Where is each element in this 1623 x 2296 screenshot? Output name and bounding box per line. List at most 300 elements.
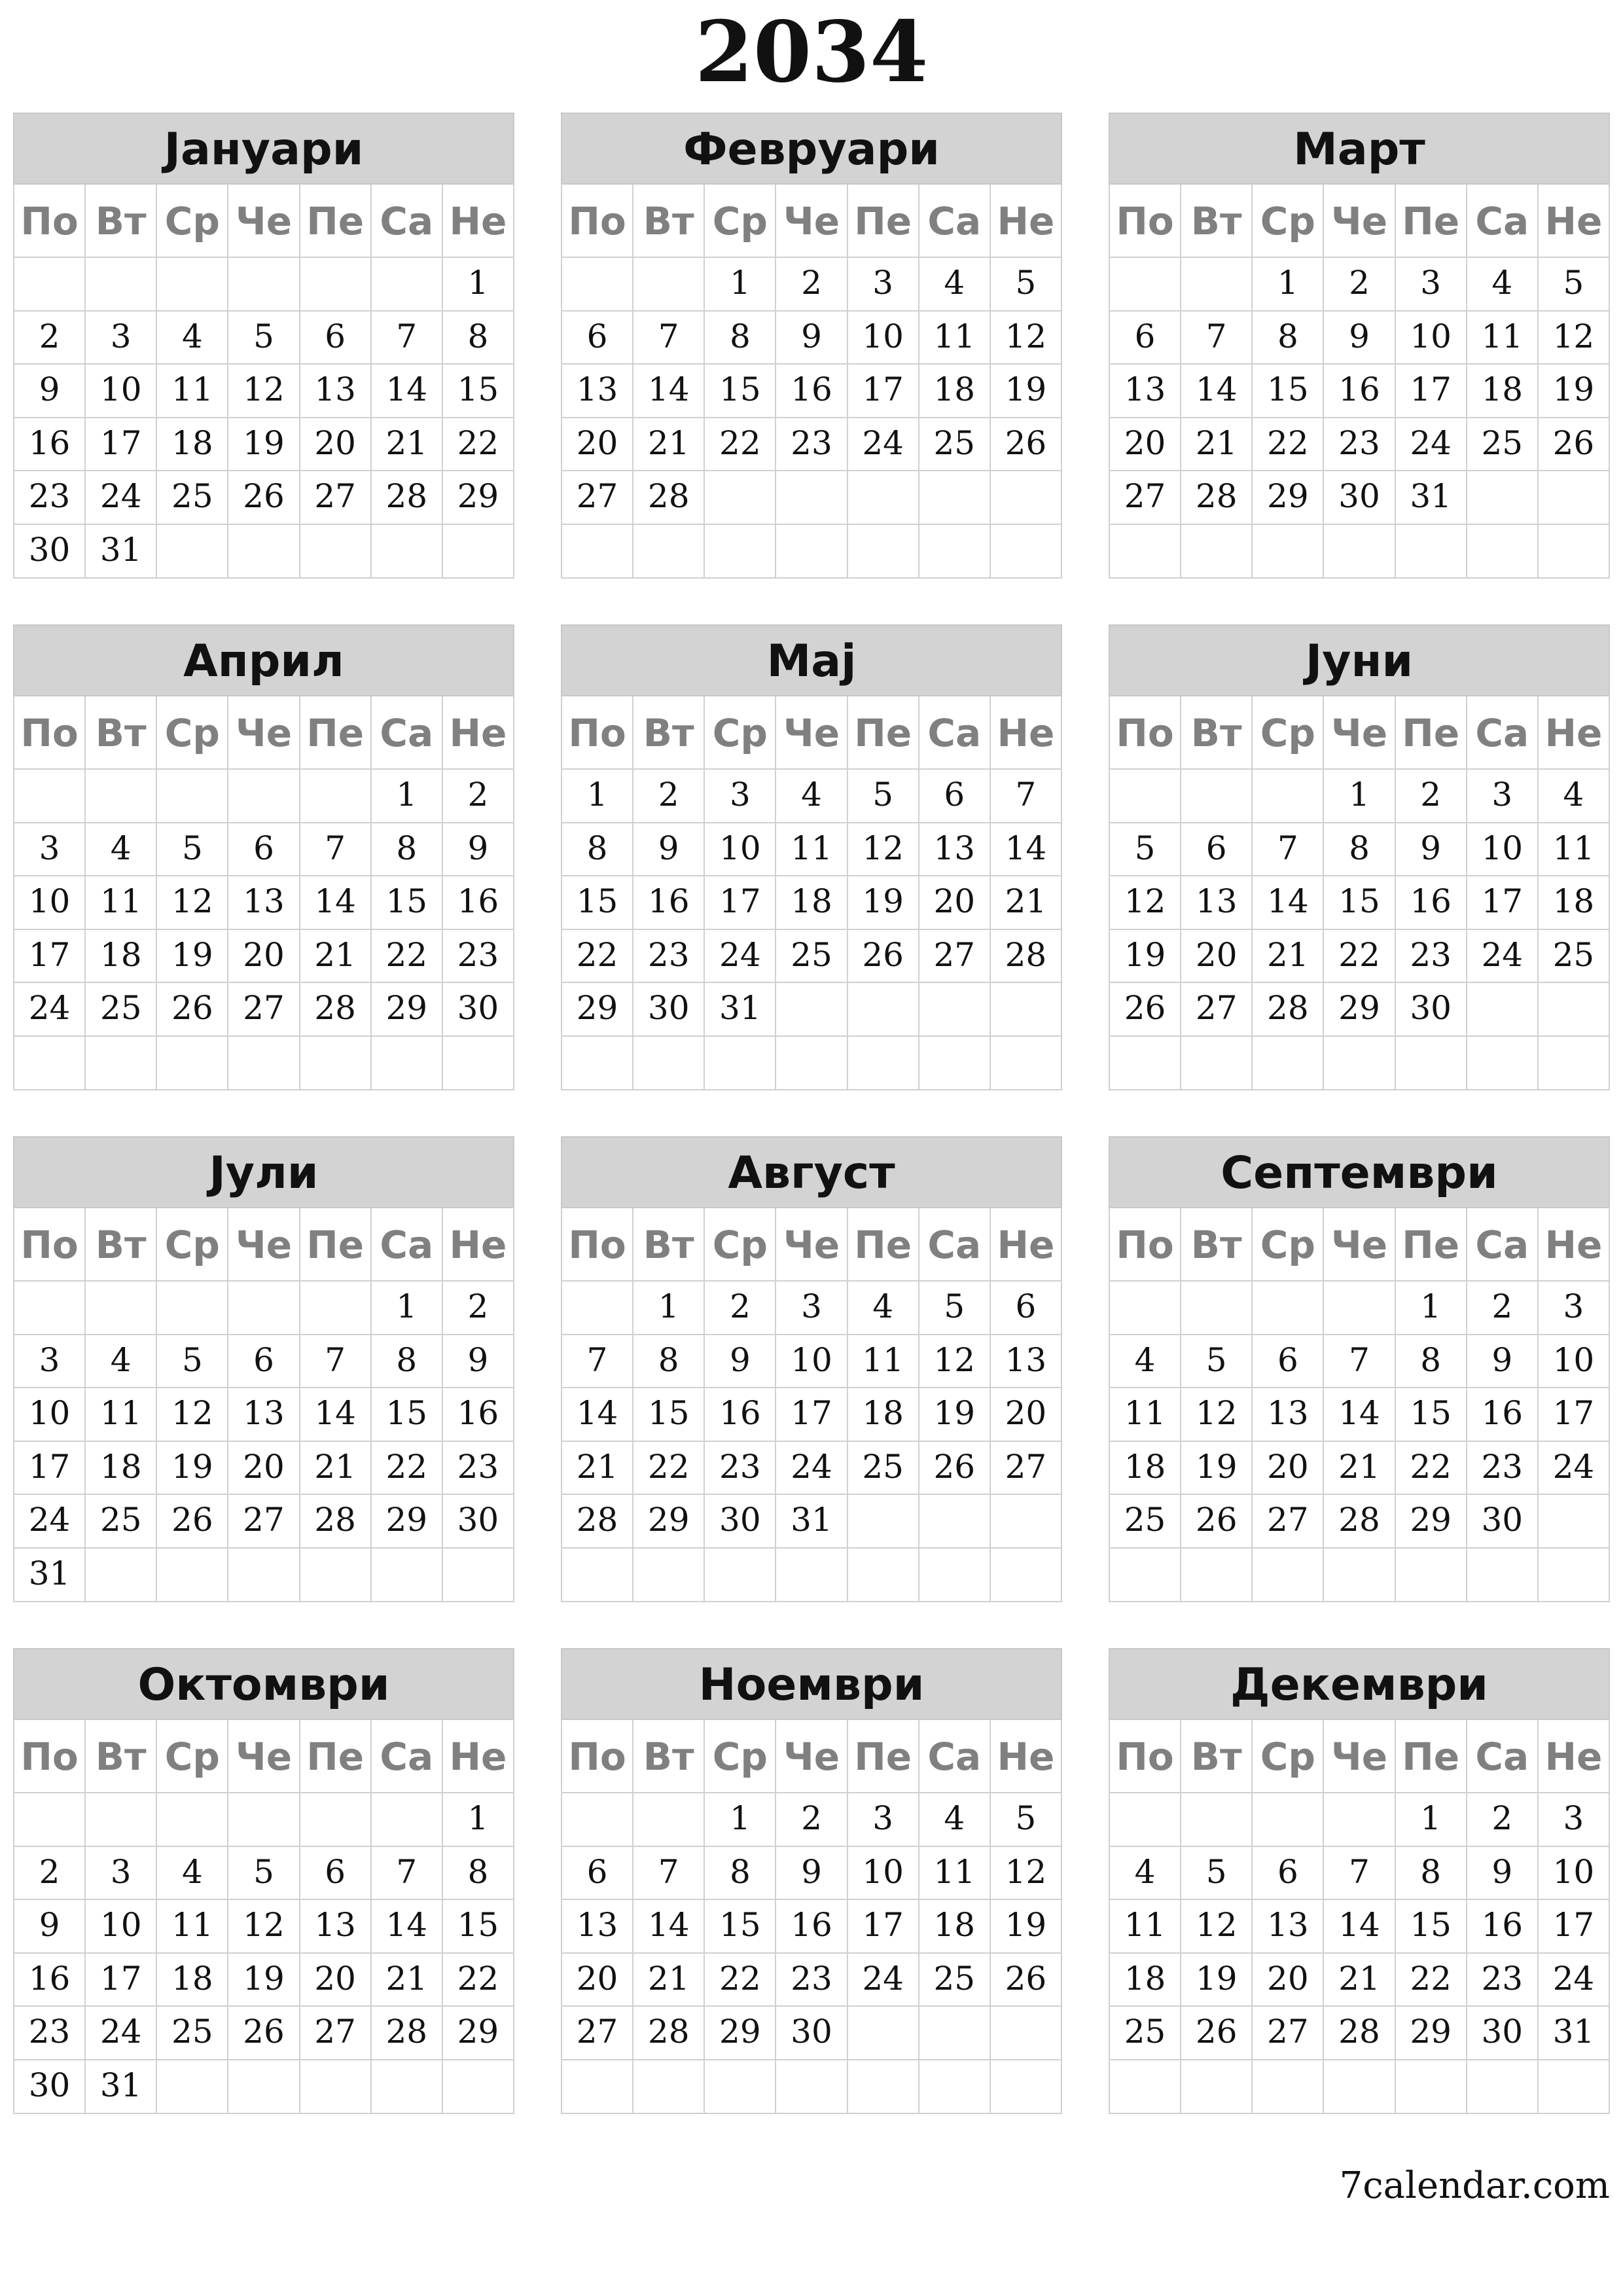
day-cell: 12 <box>228 1900 300 1954</box>
empty-cell <box>14 258 86 312</box>
weekday-header: По <box>14 1720 86 1793</box>
day-cell: 31 <box>14 1549 86 1602</box>
day-cell: 7 <box>300 823 372 877</box>
weekday-header: Ср <box>157 1208 228 1282</box>
day-cell: 29 <box>372 983 443 1037</box>
empty-cell <box>372 1037 443 1090</box>
day-cell: 21 <box>562 1442 633 1496</box>
day-cell: 1 <box>705 1793 776 1847</box>
day-cell: 8 <box>443 312 514 365</box>
day-cell: 10 <box>848 1847 919 1901</box>
day-cell: 20 <box>1253 1442 1324 1496</box>
months-grid <box>13 113 1610 2114</box>
day-cell: 9 <box>776 312 847 365</box>
day-cell: 13 <box>300 1900 372 1954</box>
day-cell: 10 <box>1539 1335 1610 1389</box>
day-cell: 25 <box>1110 1495 1181 1549</box>
weekday-header: По <box>14 696 86 770</box>
day-cell: 28 <box>633 471 705 525</box>
day-cell: 26 <box>157 983 228 1037</box>
weekday-header: Вт <box>633 696 705 770</box>
day-cell: 7 <box>633 312 705 365</box>
day-cell: 14 <box>1253 876 1324 930</box>
weekday-header: Че <box>228 696 300 770</box>
weekday-header: Пе <box>300 185 372 258</box>
weekday-header: Пе <box>300 696 372 770</box>
day-cell: 28 <box>1324 1495 1395 1549</box>
day-cell: 7 <box>1324 1335 1395 1389</box>
weekday-header: Са <box>919 1720 991 1793</box>
empty-cell <box>1181 2060 1253 2114</box>
empty-cell <box>1253 1793 1324 1847</box>
day-cell: 25 <box>1110 2007 1181 2060</box>
weekday-header: Не <box>443 1208 514 1282</box>
day-cell: 1 <box>443 258 514 312</box>
day-cell: 24 <box>705 930 776 984</box>
day-cell: 20 <box>919 876 991 930</box>
empty-cell <box>1181 258 1253 312</box>
empty-cell <box>1324 1282 1395 1335</box>
day-cell: 23 <box>443 930 514 984</box>
day-cell: 9 <box>705 1335 776 1389</box>
weekday-header: Ср <box>1253 1720 1324 1793</box>
empty-cell <box>157 258 228 312</box>
day-cell: 20 <box>562 418 633 472</box>
weekday-header: Вт <box>633 1208 705 1282</box>
weekday-header: Не <box>991 185 1062 258</box>
empty-cell <box>14 1037 86 1090</box>
empty-cell <box>443 1037 514 1090</box>
day-cell: 25 <box>157 471 228 525</box>
year-title: 2034 <box>694 3 929 101</box>
weekday-header: Са <box>919 185 991 258</box>
day-cell: 4 <box>776 770 847 823</box>
day-cell: 1 <box>1253 258 1324 312</box>
day-cell: 21 <box>1181 418 1253 472</box>
day-cell: 15 <box>372 876 443 930</box>
day-cell: 18 <box>86 1442 157 1496</box>
empty-cell <box>1539 1549 1610 1602</box>
day-cell: 1 <box>1396 1793 1467 1847</box>
empty-cell <box>157 2060 228 2114</box>
day-cell: 16 <box>14 1954 86 2007</box>
empty-cell <box>919 525 991 579</box>
empty-cell <box>14 770 86 823</box>
weekday-header: Са <box>1467 1208 1539 1282</box>
weekday-header: Ср <box>705 1208 776 1282</box>
day-cell: 1 <box>633 1282 705 1335</box>
empty-cell <box>86 1282 157 1335</box>
day-cell: 31 <box>705 983 776 1037</box>
day-cell: 21 <box>633 418 705 472</box>
empty-cell <box>372 2060 443 2114</box>
empty-cell <box>372 525 443 579</box>
day-cell: 4 <box>1539 770 1610 823</box>
day-grid <box>1109 696 1610 1090</box>
day-cell: 19 <box>991 365 1062 418</box>
day-cell: 31 <box>86 525 157 579</box>
day-cell: 19 <box>1539 365 1610 418</box>
day-cell: 7 <box>991 770 1062 823</box>
empty-cell <box>919 2060 991 2114</box>
day-cell: 29 <box>1396 1495 1467 1549</box>
empty-cell <box>157 525 228 579</box>
day-cell: 24 <box>776 1442 847 1496</box>
empty-cell <box>919 1495 991 1549</box>
weekday-header: Пе <box>848 1720 919 1793</box>
day-cell: 15 <box>443 1900 514 1954</box>
empty-cell <box>633 1793 705 1847</box>
empty-cell <box>776 2060 847 2114</box>
month-block <box>1109 113 1610 579</box>
day-cell: 27 <box>1253 1495 1324 1549</box>
month-name: Јануари <box>13 113 514 185</box>
day-cell: 19 <box>1181 1954 1253 2007</box>
day-cell: 9 <box>633 823 705 877</box>
empty-cell <box>776 525 847 579</box>
day-cell: 5 <box>1181 1335 1253 1389</box>
day-cell: 15 <box>633 1388 705 1442</box>
day-cell: 16 <box>443 1388 514 1442</box>
day-cell: 6 <box>1110 312 1181 365</box>
empty-cell <box>919 1549 991 1602</box>
day-cell: 17 <box>1396 365 1467 418</box>
month-block <box>561 1648 1062 2114</box>
day-cell: 4 <box>919 258 991 312</box>
day-cell: 11 <box>1110 1388 1181 1442</box>
day-cell: 24 <box>86 2007 157 2060</box>
weekday-header: По <box>1110 1208 1181 1282</box>
empty-cell <box>1324 1549 1395 1602</box>
month-block <box>13 113 514 579</box>
weekday-header: Вт <box>86 1720 157 1793</box>
day-cell: 7 <box>633 1847 705 1901</box>
weekday-header: По <box>14 185 86 258</box>
day-cell: 7 <box>300 1335 372 1389</box>
day-cell: 20 <box>1110 418 1181 472</box>
day-cell: 20 <box>562 1954 633 2007</box>
weekday-header: Са <box>372 185 443 258</box>
day-cell: 28 <box>372 2007 443 2060</box>
month-block <box>1109 624 1610 1090</box>
day-cell: 11 <box>1110 1900 1181 1954</box>
day-cell: 13 <box>991 1335 1062 1389</box>
empty-cell <box>991 1037 1062 1090</box>
day-cell: 10 <box>14 876 86 930</box>
day-cell: 10 <box>1396 312 1467 365</box>
day-cell: 12 <box>991 1847 1062 1901</box>
day-cell: 16 <box>1467 1900 1539 1954</box>
day-cell: 13 <box>562 1900 633 1954</box>
empty-cell <box>776 983 847 1037</box>
day-cell: 22 <box>1324 930 1395 984</box>
empty-cell <box>562 2060 633 2114</box>
day-cell: 19 <box>848 876 919 930</box>
day-cell: 20 <box>1181 930 1253 984</box>
empty-cell <box>705 2060 776 2114</box>
day-cell: 13 <box>1253 1388 1324 1442</box>
day-cell: 26 <box>157 1495 228 1549</box>
day-cell: 17 <box>1539 1900 1610 1954</box>
empty-cell <box>919 2007 991 2060</box>
empty-cell <box>1181 1037 1253 1090</box>
empty-cell <box>157 1282 228 1335</box>
day-cell: 23 <box>443 1442 514 1496</box>
empty-cell <box>848 525 919 579</box>
day-cell: 18 <box>1110 1954 1181 2007</box>
empty-cell <box>705 1037 776 1090</box>
empty-cell <box>1324 1037 1395 1090</box>
empty-cell <box>1181 1549 1253 1602</box>
day-grid <box>13 696 514 1090</box>
day-cell: 25 <box>86 1495 157 1549</box>
empty-cell <box>300 1037 372 1090</box>
month-name: Јуни <box>1109 624 1610 696</box>
empty-cell <box>848 2060 919 2114</box>
empty-cell <box>776 1037 847 1090</box>
weekday-header: Не <box>443 696 514 770</box>
month-name: Април <box>13 624 514 696</box>
day-cell: 15 <box>1396 1900 1467 1954</box>
day-cell: 22 <box>705 1954 776 2007</box>
day-cell: 30 <box>1467 2007 1539 2060</box>
month-name: Март <box>1109 113 1610 185</box>
weekday-header: Са <box>372 1720 443 1793</box>
day-cell: 2 <box>14 312 86 365</box>
day-cell: 17 <box>1467 876 1539 930</box>
day-cell: 26 <box>919 1442 991 1496</box>
day-cell: 13 <box>300 365 372 418</box>
day-cell: 5 <box>919 1282 991 1335</box>
day-cell: 9 <box>1467 1335 1539 1389</box>
weekday-header: Са <box>372 696 443 770</box>
day-cell: 19 <box>157 930 228 984</box>
day-cell: 17 <box>848 365 919 418</box>
month-name: Ноември <box>561 1648 1062 1720</box>
day-cell: 26 <box>991 418 1062 472</box>
day-cell: 19 <box>1110 930 1181 984</box>
day-cell: 27 <box>300 2007 372 2060</box>
empty-cell <box>1324 1793 1395 1847</box>
day-cell: 4 <box>1467 258 1539 312</box>
day-cell: 26 <box>228 471 300 525</box>
weekday-header: Вт <box>633 185 705 258</box>
day-cell: 8 <box>562 823 633 877</box>
day-cell: 6 <box>991 1282 1062 1335</box>
day-cell: 17 <box>14 930 86 984</box>
day-cell: 15 <box>372 1388 443 1442</box>
day-cell: 16 <box>443 876 514 930</box>
day-cell: 5 <box>1539 258 1610 312</box>
day-cell: 10 <box>705 823 776 877</box>
day-cell: 2 <box>1467 1793 1539 1847</box>
day-cell: 31 <box>1396 471 1467 525</box>
day-cell: 4 <box>919 1793 991 1847</box>
day-cell: 8 <box>1253 312 1324 365</box>
day-cell: 12 <box>1181 1900 1253 1954</box>
weekday-header: Пе <box>300 1208 372 1282</box>
weekday-header: Ср <box>705 185 776 258</box>
day-cell: 23 <box>14 471 86 525</box>
weekday-header: Не <box>1539 1208 1610 1282</box>
empty-cell <box>1467 525 1539 579</box>
day-cell: 5 <box>157 1335 228 1389</box>
day-cell: 30 <box>14 2060 86 2114</box>
empty-cell <box>1539 525 1610 579</box>
day-cell: 5 <box>228 312 300 365</box>
day-cell: 8 <box>633 1335 705 1389</box>
empty-cell <box>157 770 228 823</box>
month-block <box>561 1136 1062 1602</box>
day-cell: 16 <box>14 418 86 472</box>
empty-cell <box>372 1793 443 1847</box>
day-cell: 5 <box>848 770 919 823</box>
day-cell: 11 <box>776 823 847 877</box>
weekday-header: Са <box>1467 696 1539 770</box>
day-cell: 27 <box>1253 2007 1324 2060</box>
day-cell: 17 <box>776 1388 847 1442</box>
day-cell: 19 <box>228 1954 300 2007</box>
day-cell: 29 <box>705 2007 776 2060</box>
weekday-header: По <box>562 696 633 770</box>
day-cell: 18 <box>1110 1442 1181 1496</box>
weekday-header: Че <box>228 1720 300 1793</box>
empty-cell <box>633 2060 705 2114</box>
empty-cell <box>848 2007 919 2060</box>
day-cell: 11 <box>919 1847 991 1901</box>
day-cell: 29 <box>443 471 514 525</box>
day-cell: 3 <box>705 770 776 823</box>
day-cell: 10 <box>1539 1847 1610 1901</box>
empty-cell <box>1181 770 1253 823</box>
day-cell: 30 <box>1324 471 1395 525</box>
weekday-header: Са <box>919 696 991 770</box>
empty-cell <box>1539 1495 1610 1549</box>
month-name: Декември <box>1109 1648 1610 1720</box>
month-block <box>1109 1136 1610 1602</box>
weekday-header: Ср <box>1253 1208 1324 1282</box>
weekday-header: Че <box>776 185 847 258</box>
day-cell: 1 <box>372 770 443 823</box>
day-cell: 25 <box>1539 930 1610 984</box>
day-cell: 25 <box>86 983 157 1037</box>
month-name: Октомври <box>13 1648 514 1720</box>
weekday-header: Вт <box>1181 696 1253 770</box>
weekday-header: По <box>1110 1720 1181 1793</box>
weekday-header: Че <box>776 1720 847 1793</box>
day-cell: 27 <box>228 983 300 1037</box>
weekday-header: Вт <box>1181 185 1253 258</box>
day-cell: 2 <box>1467 1282 1539 1335</box>
day-cell: 17 <box>1539 1388 1610 1442</box>
day-cell: 8 <box>705 1847 776 1901</box>
day-cell: 8 <box>705 312 776 365</box>
empty-cell <box>991 2060 1062 2114</box>
weekday-header: Че <box>228 185 300 258</box>
empty-cell <box>562 1037 633 1090</box>
day-cell: 21 <box>1253 930 1324 984</box>
day-cell: 30 <box>776 2007 847 2060</box>
day-cell: 18 <box>776 876 847 930</box>
day-cell: 29 <box>633 1495 705 1549</box>
day-cell: 24 <box>848 418 919 472</box>
weekday-header: Пе <box>1396 696 1467 770</box>
empty-cell <box>86 258 157 312</box>
empty-cell <box>1253 1037 1324 1090</box>
weekday-header: Ср <box>1253 696 1324 770</box>
empty-cell <box>919 983 991 1037</box>
day-cell: 30 <box>1467 1495 1539 1549</box>
day-cell: 15 <box>1396 1388 1467 1442</box>
empty-cell <box>228 1282 300 1335</box>
empty-cell <box>1324 2060 1395 2114</box>
day-cell: 7 <box>1181 312 1253 365</box>
empty-cell <box>300 258 372 312</box>
empty-cell <box>633 258 705 312</box>
day-cell: 18 <box>919 365 991 418</box>
day-cell: 24 <box>86 471 157 525</box>
day-cell: 10 <box>14 1388 86 1442</box>
empty-cell <box>1396 1549 1467 1602</box>
empty-cell <box>848 1549 919 1602</box>
weekday-header: Ср <box>157 1720 228 1793</box>
day-grid <box>1109 1720 1610 2114</box>
empty-cell <box>991 2007 1062 2060</box>
day-cell: 14 <box>372 365 443 418</box>
weekday-header: Вт <box>86 1208 157 1282</box>
day-cell: 27 <box>562 471 633 525</box>
day-cell: 16 <box>1467 1388 1539 1442</box>
empty-cell <box>443 525 514 579</box>
day-cell: 1 <box>705 258 776 312</box>
day-cell: 19 <box>919 1388 991 1442</box>
empty-cell <box>1253 770 1324 823</box>
day-cell: 1 <box>1324 770 1395 823</box>
day-grid <box>561 1208 1062 1602</box>
day-cell: 24 <box>1467 930 1539 984</box>
day-cell: 25 <box>919 418 991 472</box>
day-cell: 22 <box>372 930 443 984</box>
empty-cell <box>991 1495 1062 1549</box>
empty-cell <box>228 770 300 823</box>
day-cell: 27 <box>919 930 991 984</box>
empty-cell <box>300 1549 372 1602</box>
day-cell: 23 <box>1396 930 1467 984</box>
day-cell: 23 <box>1467 1442 1539 1496</box>
day-cell: 18 <box>848 1388 919 1442</box>
day-cell: 2 <box>633 770 705 823</box>
day-cell: 11 <box>157 365 228 418</box>
day-cell: 25 <box>848 1442 919 1496</box>
day-cell: 22 <box>1253 418 1324 472</box>
day-cell: 31 <box>1539 2007 1610 2060</box>
weekday-header: Ср <box>705 696 776 770</box>
empty-cell <box>228 2060 300 2114</box>
day-cell: 20 <box>228 1442 300 1496</box>
day-cell: 26 <box>1110 983 1181 1037</box>
weekday-header: Пе <box>848 1208 919 1282</box>
day-cell: 8 <box>1396 1335 1467 1389</box>
day-cell: 30 <box>705 1495 776 1549</box>
day-cell: 7 <box>1324 1847 1395 1901</box>
day-cell: 2 <box>776 258 847 312</box>
day-grid <box>561 696 1062 1090</box>
day-cell: 22 <box>1396 1954 1467 2007</box>
day-cell: 27 <box>991 1442 1062 1496</box>
day-cell: 1 <box>372 1282 443 1335</box>
day-cell: 4 <box>848 1282 919 1335</box>
day-cell: 11 <box>848 1335 919 1389</box>
